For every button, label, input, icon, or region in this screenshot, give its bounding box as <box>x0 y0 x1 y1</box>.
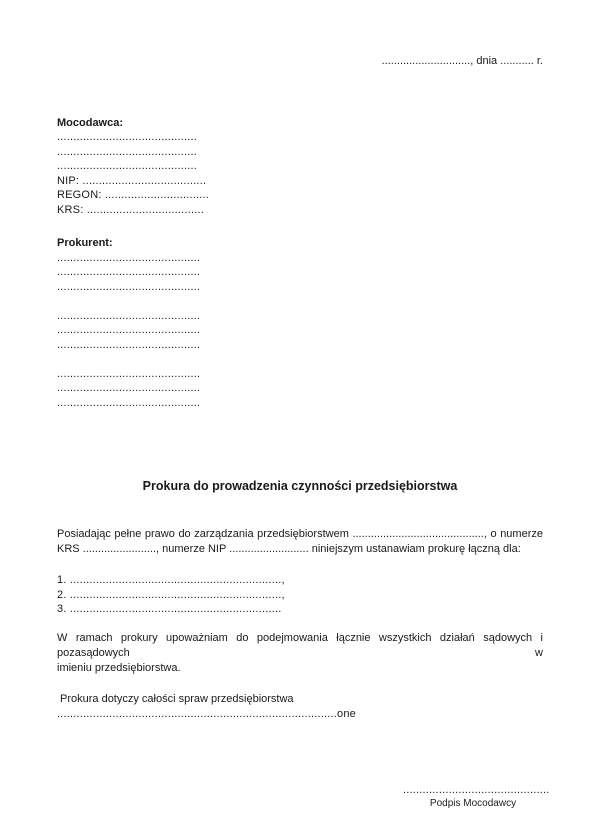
signature-line: ............................................. <box>403 783 550 796</box>
proxy-blank-line: ............................................ <box>57 309 201 322</box>
list-item-1: 1. ................................................................., <box>57 574 285 586</box>
intro-paragraph-line: Posiadając pełne prawo do zarządzania przedsiębiorstwem ..........................................., o numerze <box>57 528 543 540</box>
scope-paragraph <box>57 631 543 676</box>
regon-blank: ................................ <box>104 189 210 201</box>
proxy-names-list <box>57 573 543 617</box>
document-title: Prokura do prowadzenia czynności przedsiębiorstwa <box>142 479 458 493</box>
proxy-holder-entry <box>57 309 543 353</box>
proxy-blank-line: ............................................ <box>57 382 201 394</box>
krs-field <box>57 203 543 218</box>
principal-section <box>57 116 543 218</box>
proxy-blank-line: ............................................ <box>57 367 201 380</box>
nip-field <box>57 174 543 189</box>
scope-paragraph-line: imieniu przedsiębiorstwa. <box>57 661 181 674</box>
proxy-blank-line: ............................................ <box>57 324 201 336</box>
intro-paragraph-line: KRS ........................, numerze NIP .......................... niniejszym ustanawiam prokurę łączną dla: <box>57 543 521 555</box>
intro-paragraph <box>57 527 543 557</box>
proxy-holder-entry <box>57 367 543 411</box>
proxy-holder-entry <box>57 251 543 295</box>
signature-caption: Podpis Mocodawcy <box>429 798 517 809</box>
proxy-blank-line: ............................................ <box>57 266 201 278</box>
coverage-paragraph <box>57 692 543 723</box>
coverage-blank-line: ......................................................................................one <box>57 708 356 720</box>
principal-blank-line: ........................................... <box>57 131 198 143</box>
regon-field <box>57 188 543 203</box>
krs-blank: .................................... <box>86 203 204 216</box>
principal-blank-line: ........................................... <box>57 160 198 172</box>
regon-label: REGON: <box>57 189 102 201</box>
principal-blank-line: ........................................... <box>57 145 198 158</box>
nip-label: NIP: <box>57 174 80 187</box>
place-date-line: ............................., dnia ........... r. <box>381 55 543 67</box>
signature-block <box>403 783 550 811</box>
list-item-2: 2. ................................................................., <box>57 588 285 601</box>
proxy-holder-label: Prokurent: <box>57 237 113 249</box>
krs-label: KRS: <box>57 203 84 216</box>
proxy-blank-line: ............................................ <box>57 396 201 409</box>
list-item-3: 3. ................................................................. <box>57 603 282 615</box>
proxy-holder-section <box>57 236 543 410</box>
proxy-blank-line: ............................................ <box>57 251 201 264</box>
scope-paragraph-line: W ramach prokury upoważniam do podejmowania łącznie wszystkich działań sądowych i pozasądowych w <box>57 631 543 659</box>
nip-blank: ...................................... <box>82 174 207 187</box>
coverage-statement: Prokura dotyczy całości spraw przedsiębiorstwa <box>60 692 294 705</box>
proxy-blank-line: ............................................ <box>57 280 201 293</box>
proxy-blank-line: ............................................ <box>57 338 201 351</box>
principal-label: Mocodawca: <box>57 116 124 129</box>
